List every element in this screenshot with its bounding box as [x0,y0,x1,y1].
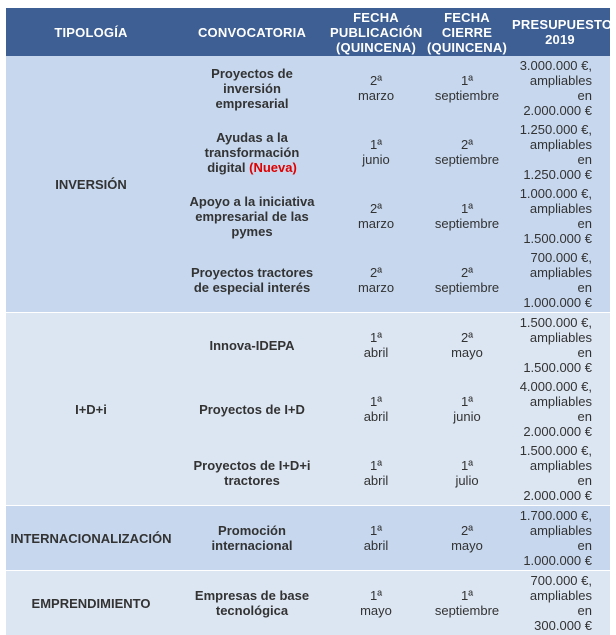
header-tipologia: TIPOLOGÍA [6,8,176,56]
cierre-cell: 2ª mayo [424,313,510,378]
cierre-cell: 2ª septiembre [424,120,510,184]
convocatoria-cell [176,120,328,184]
header-row [6,8,610,56]
cierre-cell: 2ª mayo [424,506,510,571]
header-convocatoria: CONVOCATORIA [176,8,328,56]
publicacion-cell: 1ª abril [328,313,424,378]
convocatoria-cell: Innova-IDEPA [176,313,328,378]
header-fecha-cierre: FECHA CIERRE (QUINCENA) [424,8,510,56]
cierre-cell: 1ª junio [424,377,510,441]
presupuesto-cell: 1.500.000 €, ampliables en 2.000.000 € [510,441,610,506]
table-row [6,571,610,635]
convocatoria-cell: Promoción internacional [176,506,328,571]
header-fecha-publicacion: FECHA PUBLICACIÓN (QUINCENA) [328,8,424,56]
presupuesto-cell: 1.250.000 €, ampliables en 1.250.000 € [510,120,610,184]
convocatoria-cell: Empresas de base tecnológica [176,571,328,635]
table-row [6,56,610,120]
publicacion-cell: 2ª marzo [328,248,424,313]
publicacion-cell: 1ª junio [328,120,424,184]
presupuesto-cell: 1.500.000 €, ampliables en 1.500.000 € [510,313,610,378]
cierre-cell: 1ª septiembre [424,184,510,248]
convocatoria-cell: Proyectos de I+D+i tractores [176,441,328,506]
presupuesto-cell: 700.000 €, ampliables en 1.000.000 € [510,248,610,313]
cierre-cell: 1ª julio [424,441,510,506]
convocatoria-cell: Apoyo a la iniciativa empresarial de las pymes [176,184,328,248]
nueva-badge: (Nueva) [249,160,297,175]
publicacion-cell: 1ª mayo [328,571,424,635]
convocatoria-text: Ayudas a la transformación digital [205,130,300,175]
publicacion-cell: 2ª marzo [328,184,424,248]
publicacion-cell: 1ª abril [328,377,424,441]
publicacion-cell: 1ª abril [328,506,424,571]
presupuesto-cell: 700.000 €, ampliables en 300.000 € [510,571,610,635]
presupuesto-cell: 1.000.000 €, ampliables en 1.500.000 € [510,184,610,248]
header-presupuesto: PRESUPUESTO 2019 [510,8,610,56]
cierre-cell: 1ª septiembre [424,571,510,635]
tipologia-cell: INVERSIÓN [6,56,176,313]
presupuesto-cell: 4.000.000 €, ampliables en 2.000.000 € [510,377,610,441]
tipologia-cell: EMPRENDIMIENTO [6,571,176,635]
cierre-cell: 2ª septiembre [424,248,510,313]
presupuesto-cell: 3.000.000 €, ampliables en 2.000.000 € [510,56,610,120]
table-wrapper [6,8,610,635]
publicacion-cell: 2ª marzo [328,56,424,120]
tipologia-cell: INTERNACIONALIZACIÓN [6,506,176,571]
cierre-cell: 1ª septiembre [424,56,510,120]
convocatoria-cell: Proyectos de inversión empresarial [176,56,328,120]
tipologia-cell: I+D+i [6,313,176,506]
table-row [6,506,610,571]
publicacion-cell: 1ª abril [328,441,424,506]
convocatorias-table [6,8,610,635]
table-row [6,313,610,378]
presupuesto-cell: 1.700.000 €, ampliables en 1.000.000 € [510,506,610,571]
convocatoria-cell: Proyectos tractores de especial interés [176,248,328,313]
convocatoria-cell: Proyectos de I+D [176,377,328,441]
